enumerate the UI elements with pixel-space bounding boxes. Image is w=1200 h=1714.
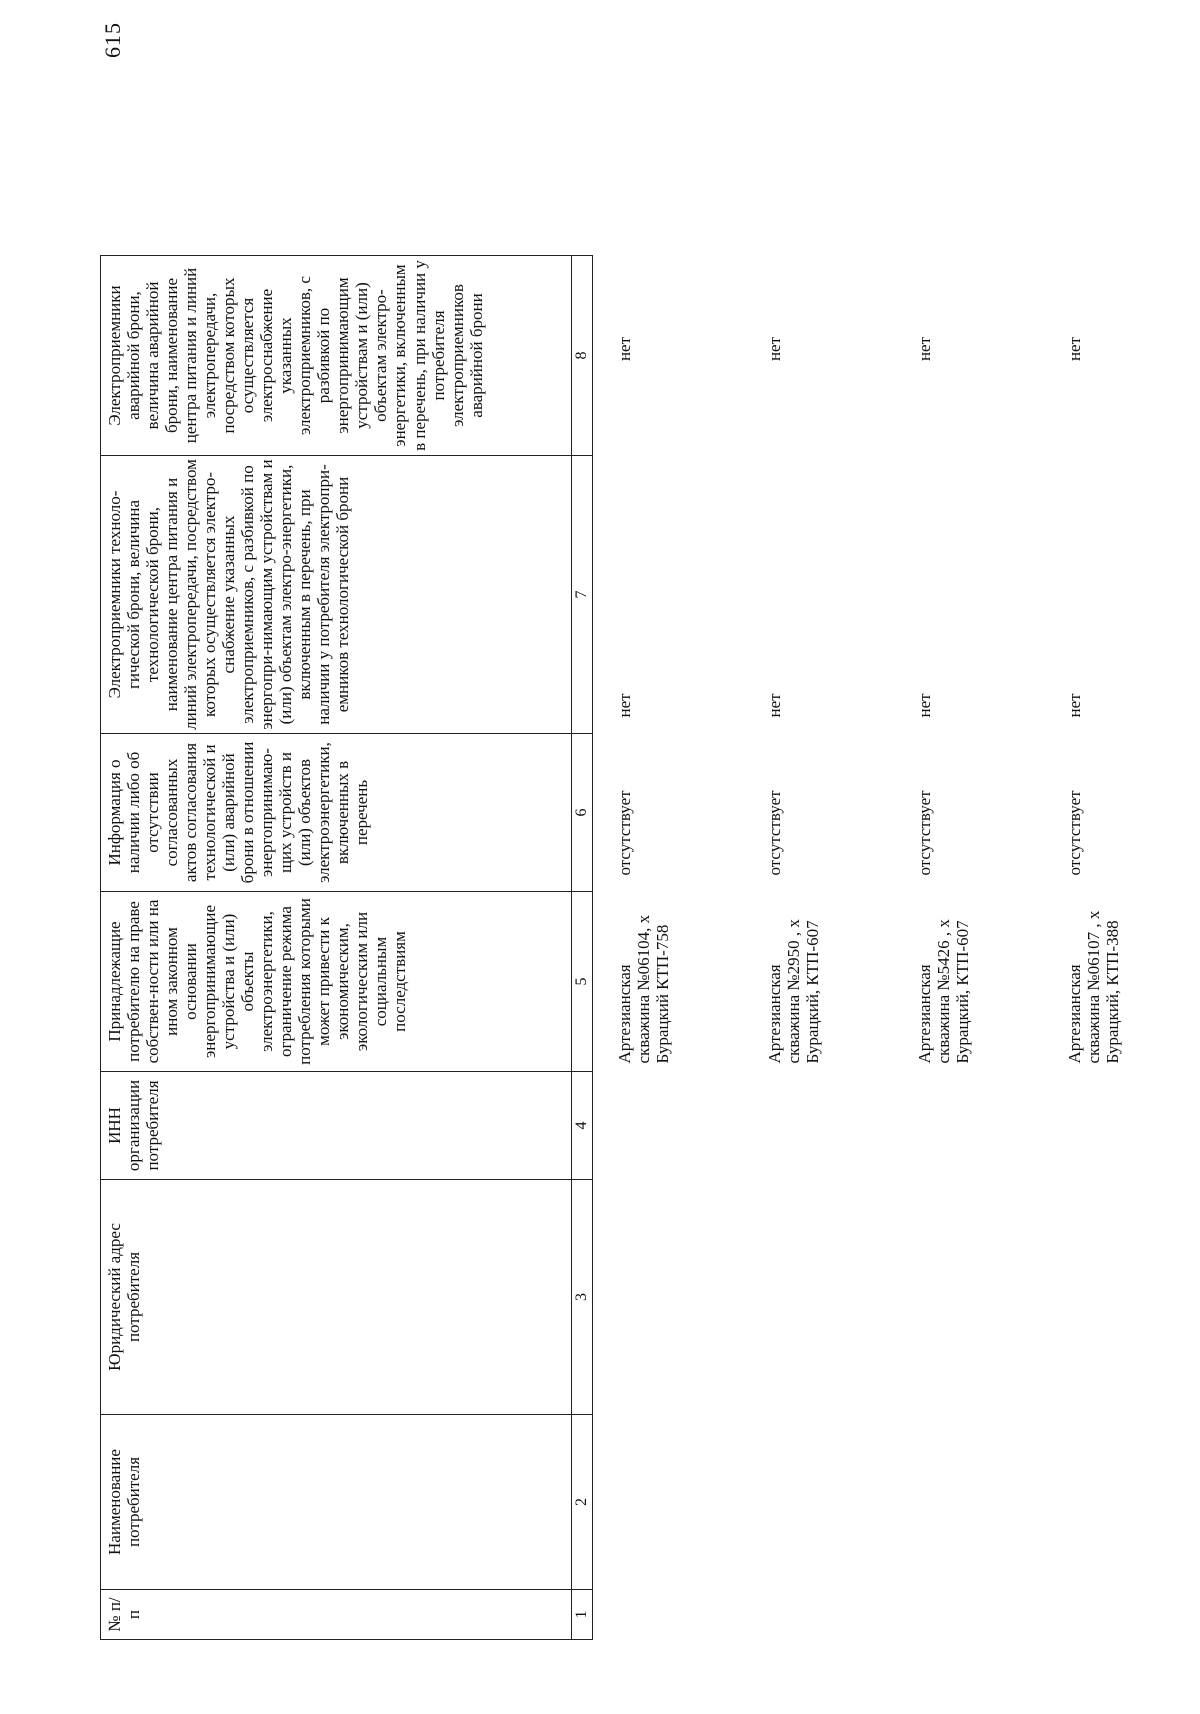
- column-number-row: [572, 256, 593, 1640]
- column-number: 4: [572, 1072, 593, 1180]
- agreement-cell: отсутствует: [915, 790, 934, 876]
- header-cell-number: № п/п: [101, 1590, 572, 1640]
- emergency-reserve-cell: нет: [765, 336, 784, 362]
- header-row: [101, 256, 572, 1640]
- column-number: 2: [572, 1415, 593, 1590]
- tech-reserve-cell: нет: [765, 693, 784, 718]
- header-cell-consumer-name: Наименование потребителя: [101, 1415, 572, 1590]
- emergency-reserve-cell: нет: [915, 336, 934, 362]
- table-row: [593, 256, 744, 1640]
- object-cell: Артезианская скважина №06107 , х Бурацкий, КТП-388: [1065, 910, 1123, 1064]
- header-cell-inn: ИНН организации потребителя: [101, 1072, 572, 1180]
- agreement-cell: отсутствует: [765, 790, 784, 876]
- header-cell-legal-address: Юридический адрес потребителя: [101, 1180, 572, 1415]
- header-cell-emergency-reserve: Электроприемники аварийной брони, величина аварийной брони, наименование центра питания и линий электропередачи, посредством которых осуществляется электроснабжение указанных электроприемников, с разбивкой по энергопринимающим устройствам и (или) объектам электро-энергетики, включенным в перечень, при наличии у потребителя электроприемников аварийной брони: [101, 256, 572, 456]
- header-cell-devices: Принадлежащие потребителю на праве собствен-ности или на ином законном основании энергопринимающие устройства и (или) объекты электроэнергетики, ограничение режима потребления которыми может привести к экономическим, экологическим или социальным последствиям: [101, 892, 572, 1072]
- tech-reserve-cell: нет: [1065, 693, 1084, 718]
- rotated-document: [100, 22, 1160, 1640]
- table-row: [743, 256, 893, 1640]
- column-number: 6: [572, 734, 593, 892]
- agreement-cell: отсутствует: [1065, 790, 1084, 876]
- table-row: [1043, 256, 1193, 1640]
- tech-reserve-cell: нет: [915, 693, 934, 718]
- consumers-table: [100, 255, 1193, 1640]
- column-number: 7: [572, 456, 593, 734]
- column-number: 8: [572, 256, 593, 456]
- agreement-cell: отсутствует: [615, 790, 634, 876]
- column-number: 3: [572, 1180, 593, 1415]
- emergency-reserve-cell: нет: [1065, 336, 1084, 362]
- object-cell: Артезианская скважина №2950 , х Бурацкий, КТП-607: [765, 919, 823, 1064]
- object-cell: Артезианская скважина №5426 , х Бурацкий, КТП-607: [915, 919, 973, 1064]
- table-row: [893, 256, 1043, 1640]
- header-cell-tech-reserve: Электроприемники техноло-гической брони, величина технологической брони, наименование центра питания и линий электропередачи, посредством которых осуществляется электро-снабжение указанных электроприемников, с разбивкой по энергопри-нимающим устройствам и (или) объектам электро-энергетики, включенным в перечень, при наличии у потребителя электропри-емников технологической брони: [101, 456, 572, 734]
- tech-reserve-cell: нет: [615, 693, 634, 718]
- column-number: 5: [572, 892, 593, 1072]
- page-number: 615: [100, 22, 125, 58]
- header-cell-agreement-info: Информация о наличии либо об отсутствии согласованных актов согласования технологической и (или) аварийной брони в отношении энергопринимаю-щих устройств и (или) объектов электроэнергетики, включенных в перечень: [101, 734, 572, 892]
- object-cell: Артезианская скважина №06104, х Бурацкий КТП-758: [615, 914, 673, 1064]
- emergency-reserve-cell: нет: [615, 336, 634, 362]
- column-number: 1: [572, 1590, 593, 1640]
